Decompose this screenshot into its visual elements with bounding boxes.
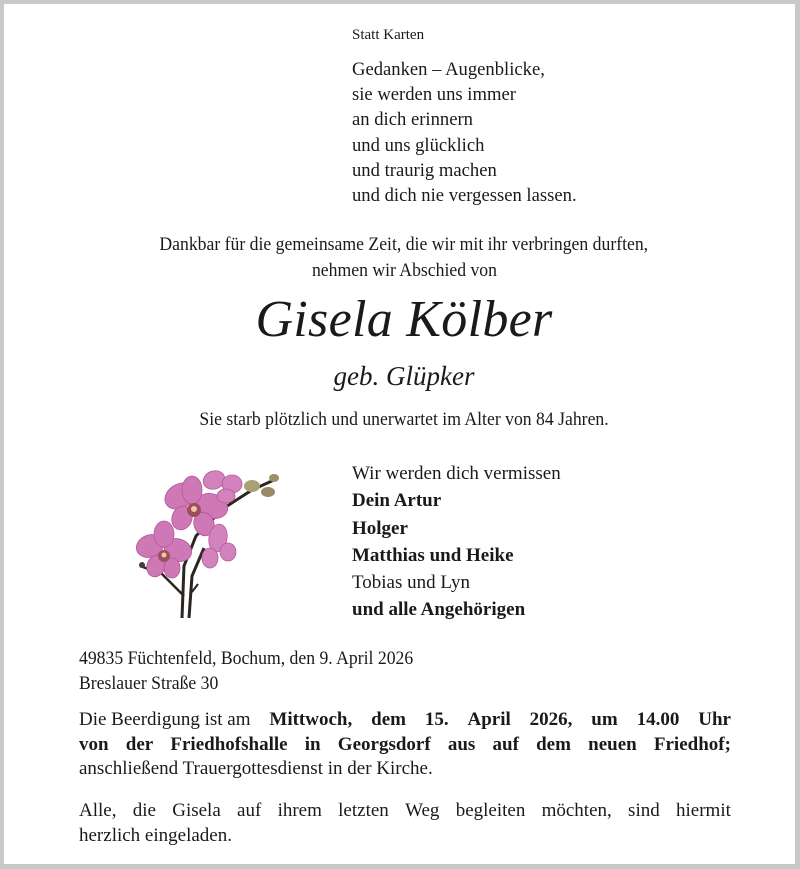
funeral-word: auf <box>492 733 519 755</box>
invite-word: Alle, <box>79 800 117 821</box>
mourner-line: Matthias und Heike <box>352 544 514 566</box>
funeral-word: Friedhof; <box>653 733 731 755</box>
death-note <box>4 408 800 432</box>
orchid-icon <box>134 466 294 624</box>
funeral-word: dem <box>536 733 571 755</box>
funeral-details <box>79 708 731 782</box>
invite-word: sind <box>628 800 660 821</box>
funeral-word: 15. <box>424 709 449 730</box>
thanks-line: Dankbar für die gemeinsame Zeit, die wir mit ihr verbringen durften, <box>159 234 649 255</box>
poem-line: sie werden uns immer <box>352 84 516 106</box>
invite-word: ihrem <box>277 800 322 821</box>
invite-word: hiermit <box>676 800 731 821</box>
poem-line: und traurig machen <box>352 159 497 181</box>
death-note-text: Sie starb plötzlich und unerwartet im Alter von 84 Jahren. <box>199 409 609 430</box>
poem-line: Gedanken – Augenblicke, <box>352 59 545 80</box>
mourners-list <box>352 460 561 624</box>
invitation <box>79 799 731 848</box>
invite-word: auf <box>237 800 262 821</box>
funeral-prefix: Die Beerdigung ist am <box>79 709 251 730</box>
funeral-word: aus <box>447 733 476 755</box>
funeral-word: der <box>125 733 154 755</box>
poem <box>352 57 581 208</box>
funeral-line-3: anschließend Trauergottesdienst in der Kirche. <box>79 758 433 779</box>
thanks-line: nehmen wir Abschied von <box>311 259 497 281</box>
thanks-text <box>4 232 800 283</box>
invite-line-2: herzlich eingeladen. <box>79 824 232 846</box>
invite-word: letzten <box>338 800 389 821</box>
mourner-line: Wir werden dich vermissen <box>352 463 561 484</box>
place-date: 49835 Füchtenfeld, Bochum, den 9. April 2026 <box>79 648 414 669</box>
invite-word: Gisela <box>172 800 221 821</box>
invite-line-1 <box>79 799 731 824</box>
funeral-word: Friedhofshalle <box>170 733 288 755</box>
funeral-word: 2026, <box>529 709 573 730</box>
funeral-word: um <box>591 709 618 730</box>
funeral-word: 14.00 <box>636 709 680 730</box>
mourner-line: und alle Angehörigen <box>352 599 526 621</box>
mourner-line: Tobias und Lyn <box>352 572 470 594</box>
birth-name: geb. Glüpker <box>333 361 475 391</box>
funeral-line-1 <box>79 708 731 733</box>
mourner-line: Dein Artur <box>352 490 442 512</box>
invite-word: Weg <box>405 800 440 821</box>
funeral-word: in <box>304 733 321 755</box>
funeral-word: von <box>79 733 109 755</box>
invite-word: die <box>132 800 156 821</box>
funeral-line-2 <box>79 733 731 758</box>
funeral-word: neuen <box>588 733 637 755</box>
funeral-word: April <box>467 709 511 730</box>
funeral-word: Georgsdorf <box>337 733 431 755</box>
place-and-address <box>79 647 731 696</box>
funeral-word: Uhr <box>698 709 731 730</box>
address: Breslauer Straße 30 <box>79 672 219 694</box>
funeral-word: dem <box>371 709 406 730</box>
deceased-name: Gisela Kölber <box>255 291 553 348</box>
funeral-word: Mittwoch, <box>269 709 353 730</box>
poem-line: an dich erinnern <box>352 109 473 131</box>
poem-line: und uns glücklich <box>352 134 485 156</box>
poem-line: und dich nie vergessen lassen. <box>352 185 577 207</box>
invite-word: begleiten <box>455 800 526 821</box>
header-statt-karten: Statt Karten <box>352 27 425 43</box>
invite-word: möchten, <box>541 800 612 821</box>
mourner-line: Holger <box>352 517 408 539</box>
